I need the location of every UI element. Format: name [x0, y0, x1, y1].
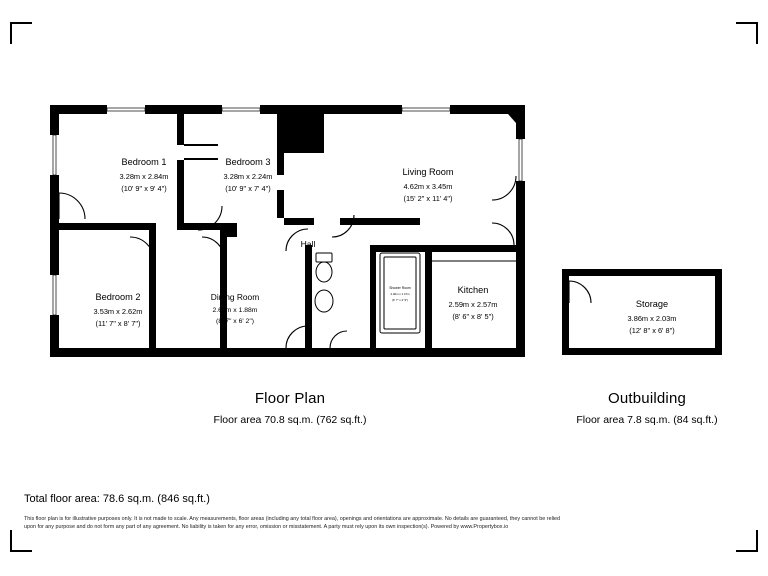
room-label-bedroom-2-dim-metric: 3.53m x 2.62m [93, 307, 143, 316]
outbuilding-title: Outbuilding [607, 390, 687, 407]
room-label-kitchen-dim-metric: 2.59m x 2.57m [448, 300, 498, 309]
room-label-living-room-dim-imperial: (15' 2" x 11' 4") [403, 194, 453, 203]
crop-mark-bottom-right [736, 530, 758, 552]
room-label-bedroom-1-dim-metric: 3.28m x 2.84m [119, 172, 169, 181]
room-label-hall: Hall [300, 239, 316, 249]
outbuilding-area: Floor area 7.8 sq.m. (84 sq.ft.) [576, 414, 718, 426]
disclaimer-text: This floor plan is for illustrative purposes only. It is not made to scale. Any measurements, floor areas (including any total floor area), openings and orientations are approximate. No details are guaranteed, they cannot be relied upon for any purpose and do not form any part of any agreement. No liability is taken for any error, omission or misstatement. A party must rely upon its own inspection(s). Powered by www.Propertybox.io [24, 516, 560, 531]
room-label-bedroom-1-dim-imperial: (10' 9" x 9' 4") [121, 184, 167, 193]
room-label-bedroom-3-name: Bedroom 3 [225, 157, 271, 167]
main-plan-title: Floor Plan [254, 390, 326, 407]
room-label-bedroom-2-dim-imperial: (11' 7" x 8' 7") [95, 319, 141, 328]
room-label-shower-room-dim-metric: 2.00m x 1.47m [390, 292, 410, 296]
room-label-shower-room-dim-imperial: (6' 7" x 4' 9") [391, 298, 409, 302]
room-label-storage-dim-imperial: (12' 8" x 6' 8") [629, 326, 675, 335]
room-label-kitchen-dim-imperial: (8' 6" x 8' 5") [452, 312, 494, 321]
room-label-storage-dim-metric: 3.86m x 2.03m [627, 314, 677, 323]
crop-mark-top-right [736, 22, 758, 44]
room-label-bedroom-3-dim-imperial: (10' 9" x 7' 4") [225, 184, 271, 193]
room-label-living-room-dim-metric: 4.62m x 3.45m [403, 182, 453, 191]
main-plan-caption [130, 390, 450, 426]
room-label-dining-room-dim-metric: 2.62m x 1.88m [212, 307, 258, 314]
room-label-dining-room-dim-imperial: (8' 7" x 6' 2") [215, 318, 255, 325]
room-label-shower-room-name: Shower Room [389, 286, 411, 290]
room-label-storage-name: Storage [635, 299, 669, 309]
room-label-living-room-name: Living Room [402, 167, 454, 177]
outbuilding-labels [628, 299, 677, 335]
outbuilding-walls [562, 269, 722, 355]
room-label-bedroom-2-name: Bedroom 2 [95, 292, 141, 302]
crop-mark-bottom-left [10, 530, 32, 552]
room-label-bedroom-1-name: Bedroom 1 [121, 157, 167, 167]
outbuilding-door [569, 281, 591, 303]
room-label-dining-room-name: Dining Room [210, 292, 260, 302]
outbuilding-caption [552, 390, 742, 426]
total-floor-area: Total floor area: 78.6 sq.m. (846 sq.ft.) [24, 493, 210, 505]
main-plan-area: Floor area 70.8 sq.m. (762 sq.ft.) [213, 414, 367, 426]
room-label-bedroom-3-dim-metric: 3.28m x 2.24m [223, 172, 273, 181]
crop-mark-top-left [10, 22, 32, 44]
main-floorplan-drawing [30, 85, 550, 370]
room-label-kitchen-name: Kitchen [457, 285, 489, 295]
outbuilding-drawing [552, 255, 732, 370]
